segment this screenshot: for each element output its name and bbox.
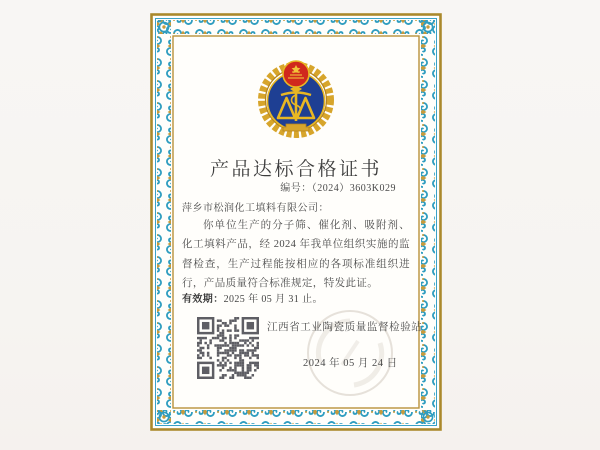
certificate-content — [150, 13, 442, 431]
validity-value: 2025 年 05 月 31 止。 — [223, 294, 323, 305]
verification-qr-code — [197, 317, 259, 379]
issuer-name: 江西省工业陶瓷质量监督检验站 — [267, 322, 423, 333]
validity-line — [182, 290, 323, 305]
recipient-company: 萍乡市松润化工填料有限公司： — [182, 203, 329, 214]
certificate-body-text: 你单位生产的分子筛、催化剂、吸附剂、化工填料产品，经 2024 年我单位组织实施的监督检查，生产过程能按相应的各项标准组织进行，产品质量符合标准规定，特发此证。 — [182, 220, 410, 290]
validity-label: 有效期： — [182, 294, 224, 305]
certificate-title: 产品达标合格证书 — [209, 159, 382, 180]
issue-date: 2024 年 05 月 24 日 — [303, 358, 398, 369]
certificate-page — [150, 13, 442, 431]
certificate-number: 编号：（2024）3603K029 — [280, 183, 396, 194]
quality-supervision-badge-icon — [257, 55, 335, 139]
